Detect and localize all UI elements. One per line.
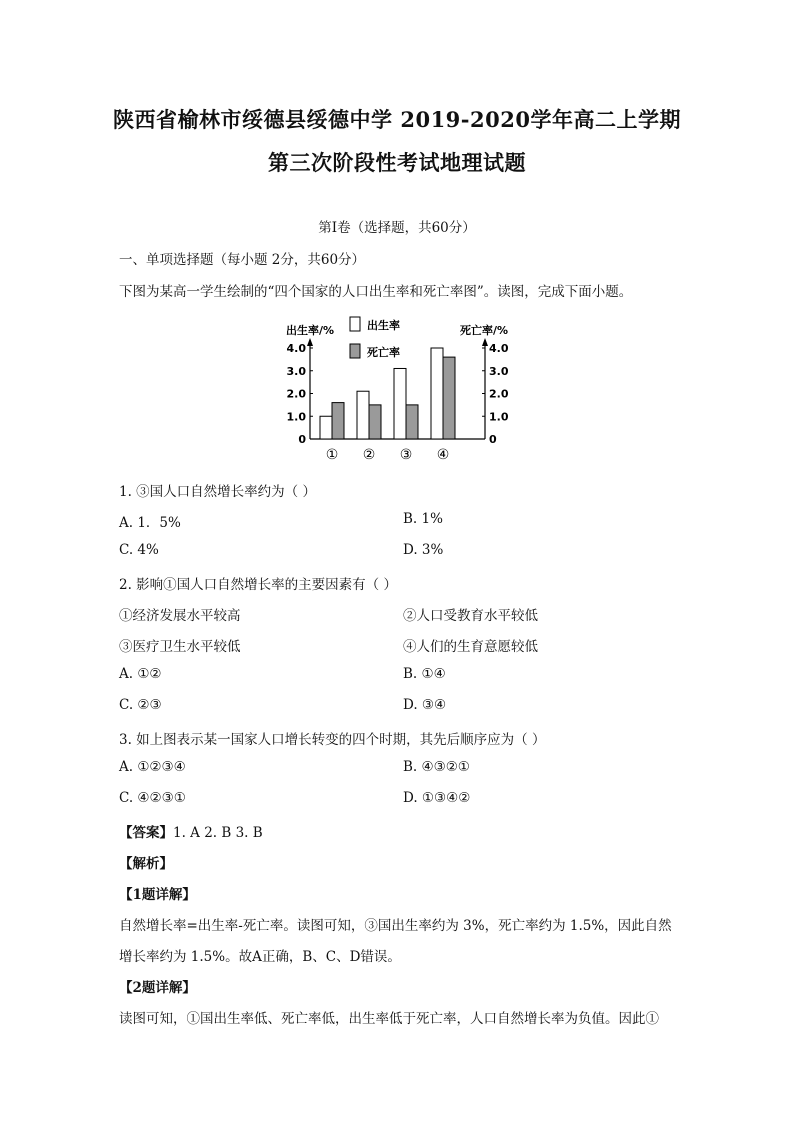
detail-1-title: 【1题详解】 [119, 887, 196, 903]
y-tick-label-left: 1.0 [286, 410, 306, 424]
q2-option-a: A. ①② [119, 666, 162, 682]
y-axis-right-arrow [482, 338, 488, 346]
legend-birth-label: 出生率 [367, 319, 400, 332]
q3-stem: 3. 如上图表示某一国家人口增长转变的四个时期，其先后顺序应为（ ） [119, 732, 546, 748]
answer-label: 【答案】 [119, 825, 173, 841]
bar-death-rate [443, 357, 455, 439]
q2-factor-4: ④人们的生育意愿较低 [403, 639, 538, 655]
y-tick-label-left: 3.0 [286, 364, 306, 378]
y-axis-left-arrow [307, 338, 313, 346]
page-title-line2: 第三次阶段性考试地理试题 [268, 150, 526, 175]
y-axis-label-left: 出生率/% [286, 324, 335, 337]
q1-option-c: C. 4% [119, 542, 159, 558]
y-tick-label-left: 4.0 [286, 342, 306, 355]
part-heading: 第Ⅰ卷（选择题，共60分） [318, 220, 476, 236]
bar-death-rate [406, 405, 418, 439]
y-tick-label-right: 4.0 [489, 342, 509, 355]
bar-birth-rate [394, 368, 406, 439]
q2-stem: 2. 影响①国人口自然增长率的主要因素有（ ） [119, 577, 397, 593]
y-tick-label-left: 2.0 [286, 387, 306, 401]
section-heading: 一、单项选择题（每小题 2分，共60分） [119, 252, 366, 268]
q2-factor-3: ③医疗卫生水平较低 [119, 639, 241, 655]
category-label: ② [362, 447, 376, 463]
q1-option-a: A. 1．5% [119, 515, 181, 531]
bar-death-rate [332, 403, 344, 439]
y-tick-label-left: 0 [298, 433, 306, 446]
bar-birth-rate [320, 416, 332, 439]
q2-factor-2: ②人口受教育水平较低 [403, 608, 538, 624]
q2-factor-1: ①经济发展水平较高 [119, 608, 241, 624]
y-tick-label-right: 0 [489, 433, 497, 446]
answer-text: 1. A 2. B 3. B [173, 825, 263, 841]
intro-text: 下图为某高一学生绘制的“四个国家的人口出生率和死亡率图”。读图，完成下面小题。 [119, 284, 633, 300]
q3-option-c: C. ④②③① [119, 790, 186, 806]
page-title-line1: 陕西省榆林市绥德县绥德中学 2019-2020学年高二上学期 [113, 107, 681, 132]
detail-2-line1: 读图可知，①国出生率低、死亡率低，出生率低于死亡率，人口自然增长率为负值。因此① [119, 1011, 659, 1027]
birth-death-rate-chart [280, 312, 520, 467]
y-tick-label-right: 2.0 [489, 387, 509, 401]
y-tick-label-right: 3.0 [489, 364, 509, 378]
q2-option-c: C. ②③ [119, 697, 162, 713]
q3-option-d: D. ①③④② [403, 790, 471, 806]
bar-birth-rate [431, 348, 443, 439]
y-tick-label-right: 1.0 [489, 410, 509, 424]
category-label: ④ [436, 447, 450, 463]
q3-option-b: B. ④③②① [403, 759, 470, 775]
legend-birth-swatch [350, 317, 360, 331]
y-axis-label-right: 死亡率/% [460, 324, 509, 337]
category-label: ① [325, 447, 339, 463]
analysis-label: 【解析】 [119, 856, 173, 872]
detail-1-line1: 自然增长率=出生率-死亡率。读图可知，③国出生率约为 3%，死亡率约为 1.5%，因此自然 [119, 918, 672, 934]
detail-2-title: 【2题详解】 [119, 980, 196, 996]
q1-option-b: B. 1% [403, 511, 443, 527]
q3-option-a: A. ①②③④ [119, 759, 186, 775]
legend-death-swatch [350, 344, 360, 358]
legend-death-label: 死亡率 [367, 346, 400, 359]
q1-option-d: D. 3% [403, 542, 444, 558]
q1-stem: 1. ③国人口自然增长率约为（ ） [119, 484, 316, 500]
answer-line [119, 821, 263, 841]
category-label: ③ [399, 447, 413, 463]
bar-birth-rate [357, 391, 369, 439]
detail-1-line2: 增长率约为 1.5%。故A正确，B、C、D错误。 [119, 949, 401, 965]
q2-option-b: B. ①④ [403, 666, 446, 682]
q2-option-d: D. ③④ [403, 697, 447, 713]
bar-death-rate [369, 405, 381, 439]
